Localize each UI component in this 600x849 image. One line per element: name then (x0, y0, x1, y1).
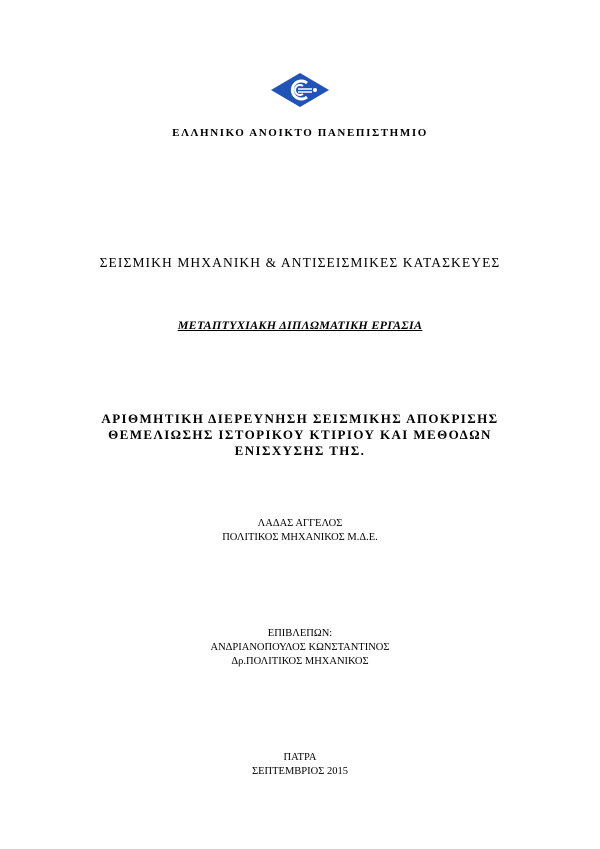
place: ΠΑΤΡΑ (283, 752, 317, 763)
date: ΣΕΠΤΕΜΒΡΙΟΣ 2015 (252, 766, 348, 777)
thesis-title-line-1: ΑΡΙΘΜΗΤΙΚΗ ΔΙΕΡΕΥΝΗΣΗ ΣΕΙΣΜΙΚΗΣ ΑΠΟΚΡΙΣΗΣ (101, 411, 499, 426)
supervisor-label: ΕΠΙΒΛΕΠΩΝ: (267, 628, 333, 639)
thesis-title-line-3: ΕΝΙΣΧΥΣΗΣ ΤΗΣ. (234, 443, 366, 458)
supervisor-title: Δρ.ΠΟΛΙΤΙΚΟΣ ΜΗΧΑΝΙΚΟΣ (231, 656, 369, 667)
author-title: ΠΟΛΙΤΙΚΟΣ ΜΗΧΑΝΙΚΟΣ Μ.Δ.Ε. (222, 532, 378, 543)
author-name: ΛΑΔΑΣ ΑΓΓΕΛΟΣ (257, 518, 343, 529)
thesis-type: ΜΕΤΑΠΤΥΧΙΑΚΗ ΔΙΠΛΩΜΑΤΙΚΗ ΕΡΓΑΣΙΑ (177, 318, 423, 332)
university-logo-icon (270, 72, 330, 108)
program-name: ΣΕΙΣΜΙΚΗ ΜΗΧΑΝΙΚΗ & ΑΝΤΙΣΕΙΣΜΙΚΕΣ ΚΑΤΑΣΚΕΥΕΣ (99, 255, 501, 270)
university-name: ΕΛΛΗΝΙΚΟ ΑΝΟΙΚΤΟ ΠΑΝΕΠΙΣΤΗΜΙΟ (172, 127, 428, 139)
thesis-title-line-2: ΘΕΜΕΛΙΩΣΗΣ ΙΣΤΟΡΙΚΟΥ ΚΤΙΡΙΟΥ ΚΑΙ ΜΕΘΟΔΩΝ (108, 427, 492, 442)
supervisor-name: ΑΝΔΡΙΑΝΟΠΟΥΛΟΣ ΚΩΝΣΤΑΝΤΙΝΟΣ (210, 642, 390, 653)
